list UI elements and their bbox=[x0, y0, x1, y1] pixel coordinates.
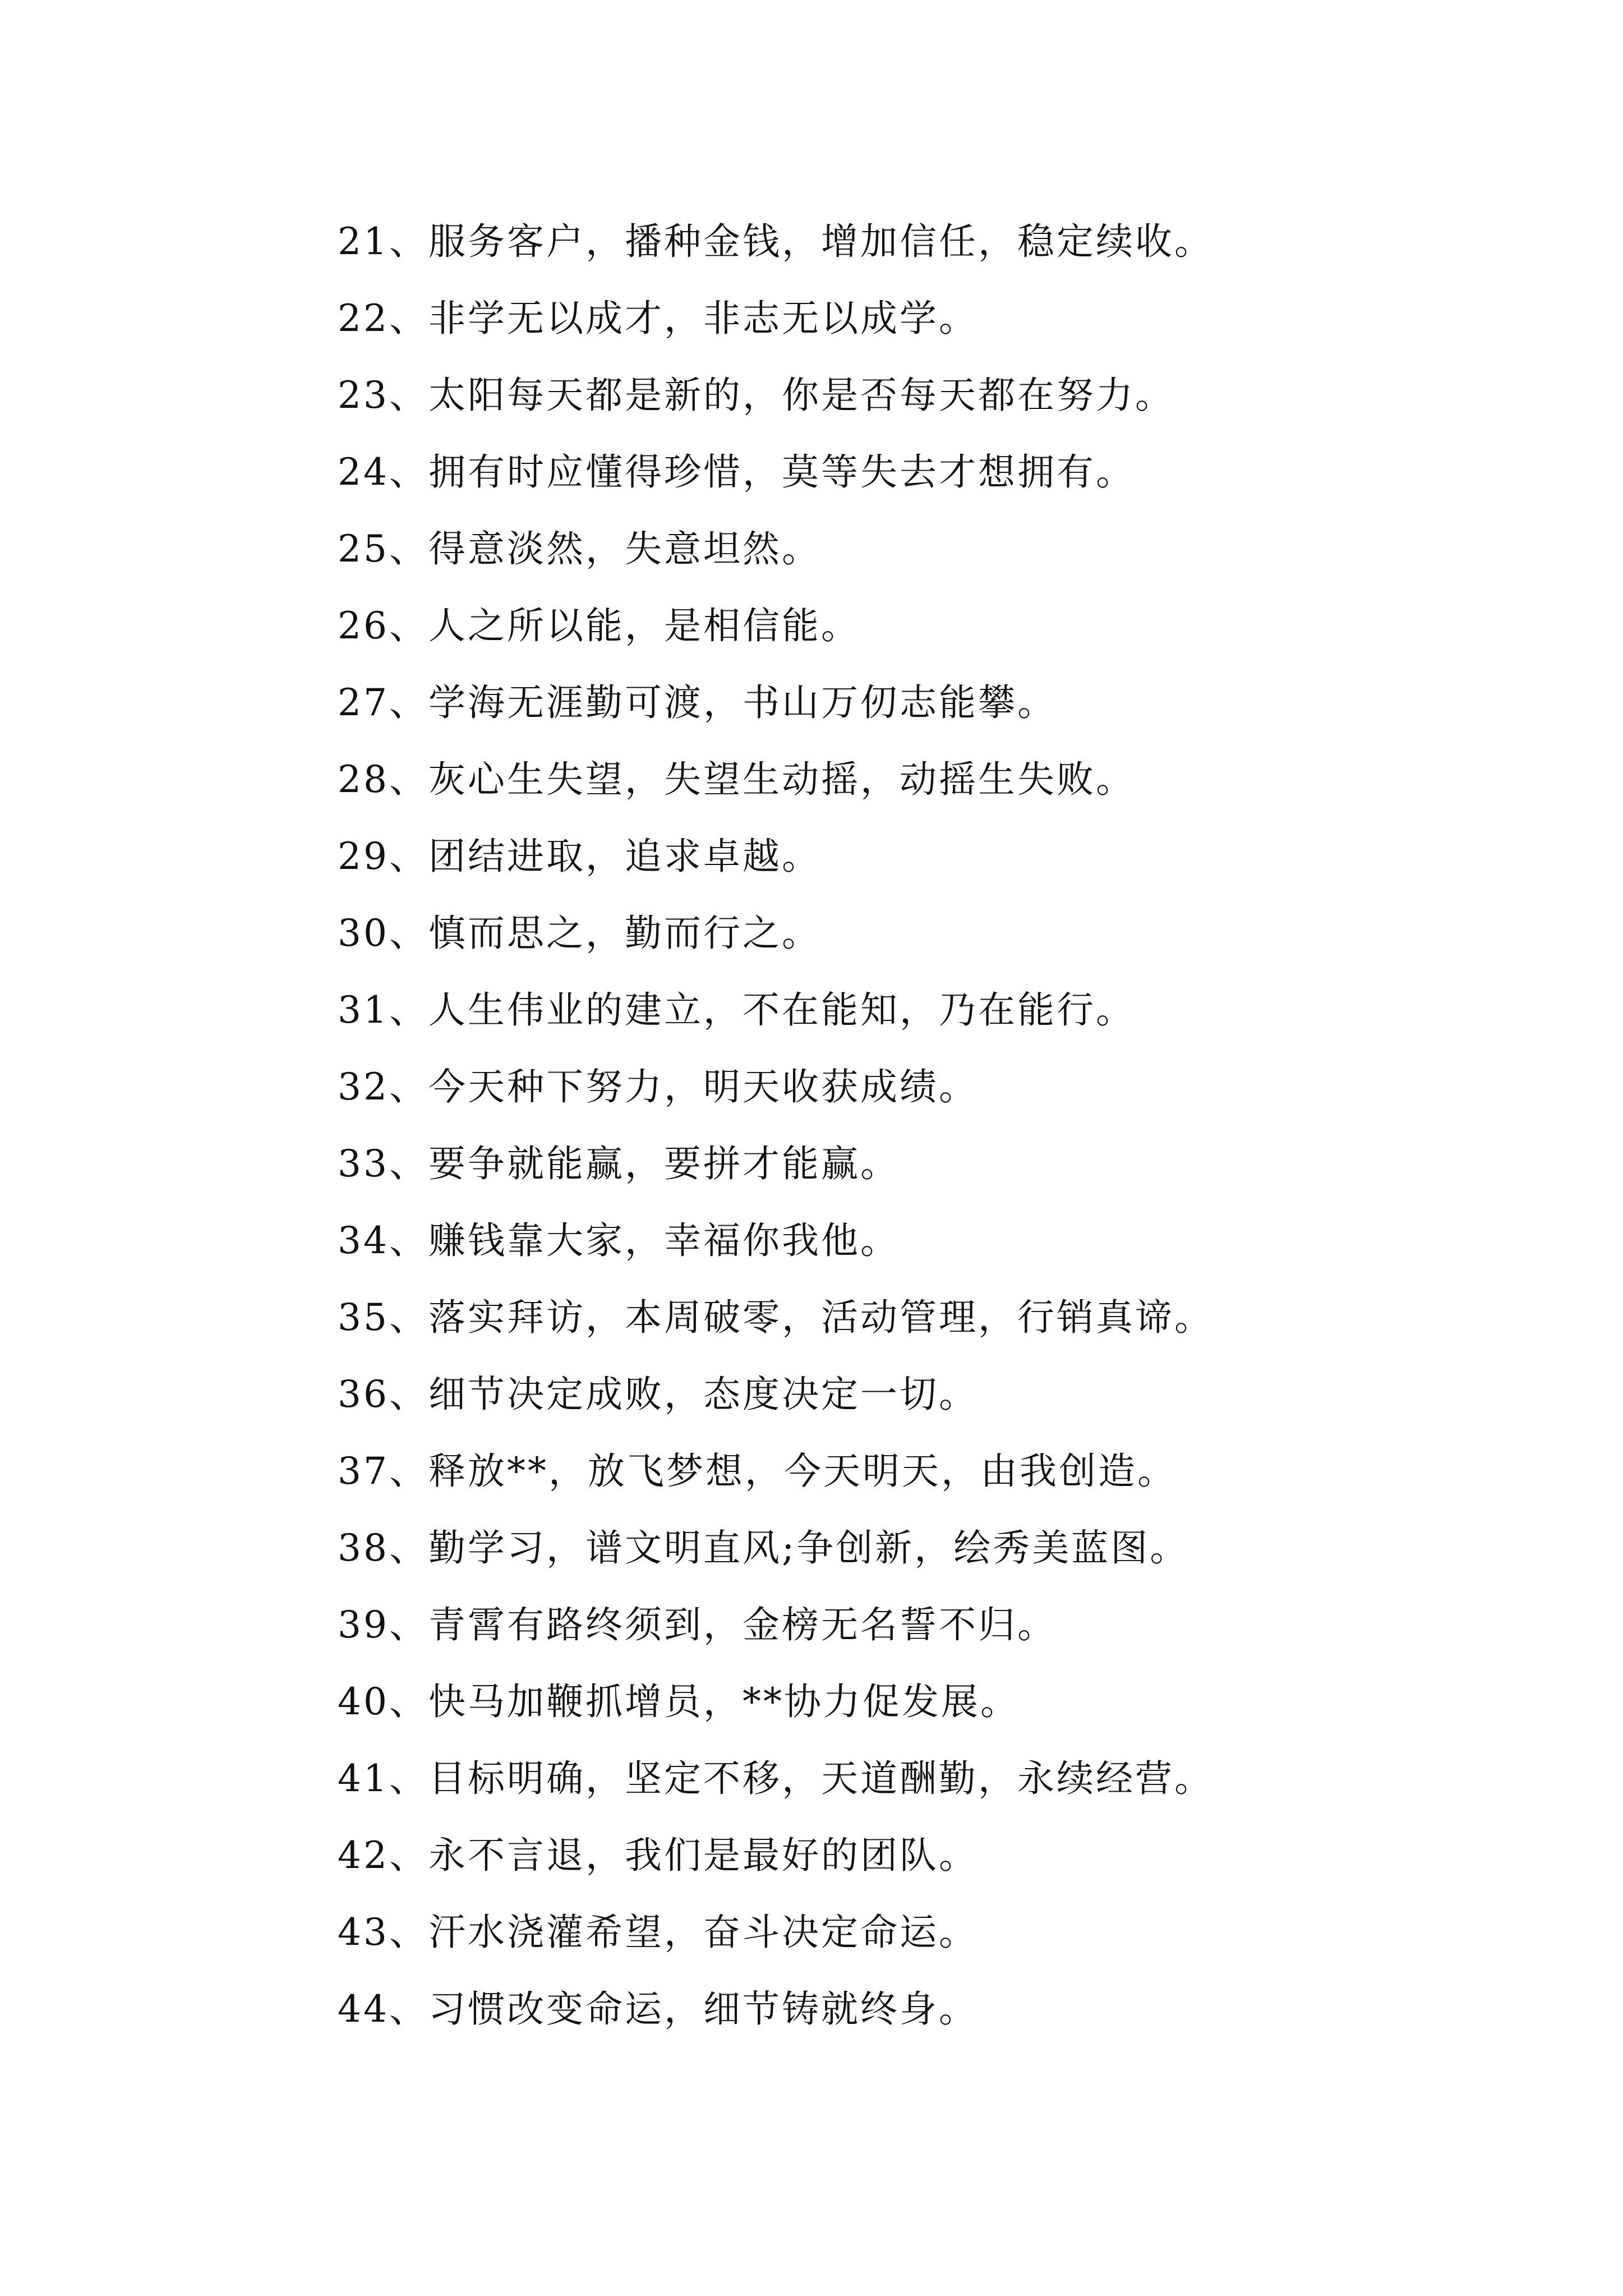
list-item: 38、勤学习，谱文明直风;争创新，绘秀美蓝图。 bbox=[338, 1526, 1189, 1570]
list-item: 43、汗水浇灌希望，奋斗决定命运。 bbox=[338, 1911, 978, 1954]
list-item: 33、要争就能赢，要拼才能赢。 bbox=[338, 1142, 900, 1185]
list-item: 36、细节决定成败，态度决定一切。 bbox=[338, 1373, 978, 1416]
list-item: 21、服务客户，播种金钱，增加信任，稳定续收。 bbox=[338, 220, 1214, 263]
list-item: 34、赚钱靠大家，幸福你我他。 bbox=[338, 1219, 900, 1262]
list-item: 37、释放**，放飞梦想，今天明天，由我创造。 bbox=[338, 1450, 1177, 1493]
list-item: 27、学海无涯勤可渡，书山万仞志能攀。 bbox=[338, 681, 1057, 724]
list-item: 42、永不言退，我们是最好的团队。 bbox=[338, 1834, 978, 1877]
list-item: 28、灰心生失望，失望生动摇，动摇生失败。 bbox=[338, 758, 1135, 801]
list-item: 39、青霄有路终须到，金榜无名誓不归。 bbox=[338, 1603, 1057, 1646]
list-item: 29、团结进取，追求卓越。 bbox=[338, 835, 821, 878]
list-item: 22、非学无以成才，非志无以成学。 bbox=[338, 297, 978, 340]
list-item: 24、拥有时应懂得珍惜，莫等失去才想拥有。 bbox=[338, 450, 1135, 494]
list-item: 31、人生伟业的建立，不在能知，乃在能行。 bbox=[338, 988, 1135, 1032]
list-item: 35、落实拜访，本周破零，活动管理，行销真谛。 bbox=[338, 1296, 1214, 1339]
list-item: 32、今天种下努力，明天收获成绩。 bbox=[338, 1065, 978, 1108]
list-item: 41、目标明确，坚定不移，天道酬勤，永续经营。 bbox=[338, 1757, 1214, 1800]
list-item: 30、慎而思之，勤而行之。 bbox=[338, 912, 821, 955]
list-item: 23、太阳每天都是新的，你是否每天都在努力。 bbox=[338, 374, 1174, 417]
slogan-list bbox=[338, 203, 1214, 2047]
list-item: 44、习惯改变命运，细节铸就终身。 bbox=[338, 1987, 978, 2031]
list-item: 25、得意淡然，失意坦然。 bbox=[338, 527, 821, 570]
list-item: 26、人之所以能，是相信能。 bbox=[338, 604, 860, 647]
list-item: 40、快马加鞭抓增员，**协力促发展。 bbox=[338, 1680, 1020, 1723]
